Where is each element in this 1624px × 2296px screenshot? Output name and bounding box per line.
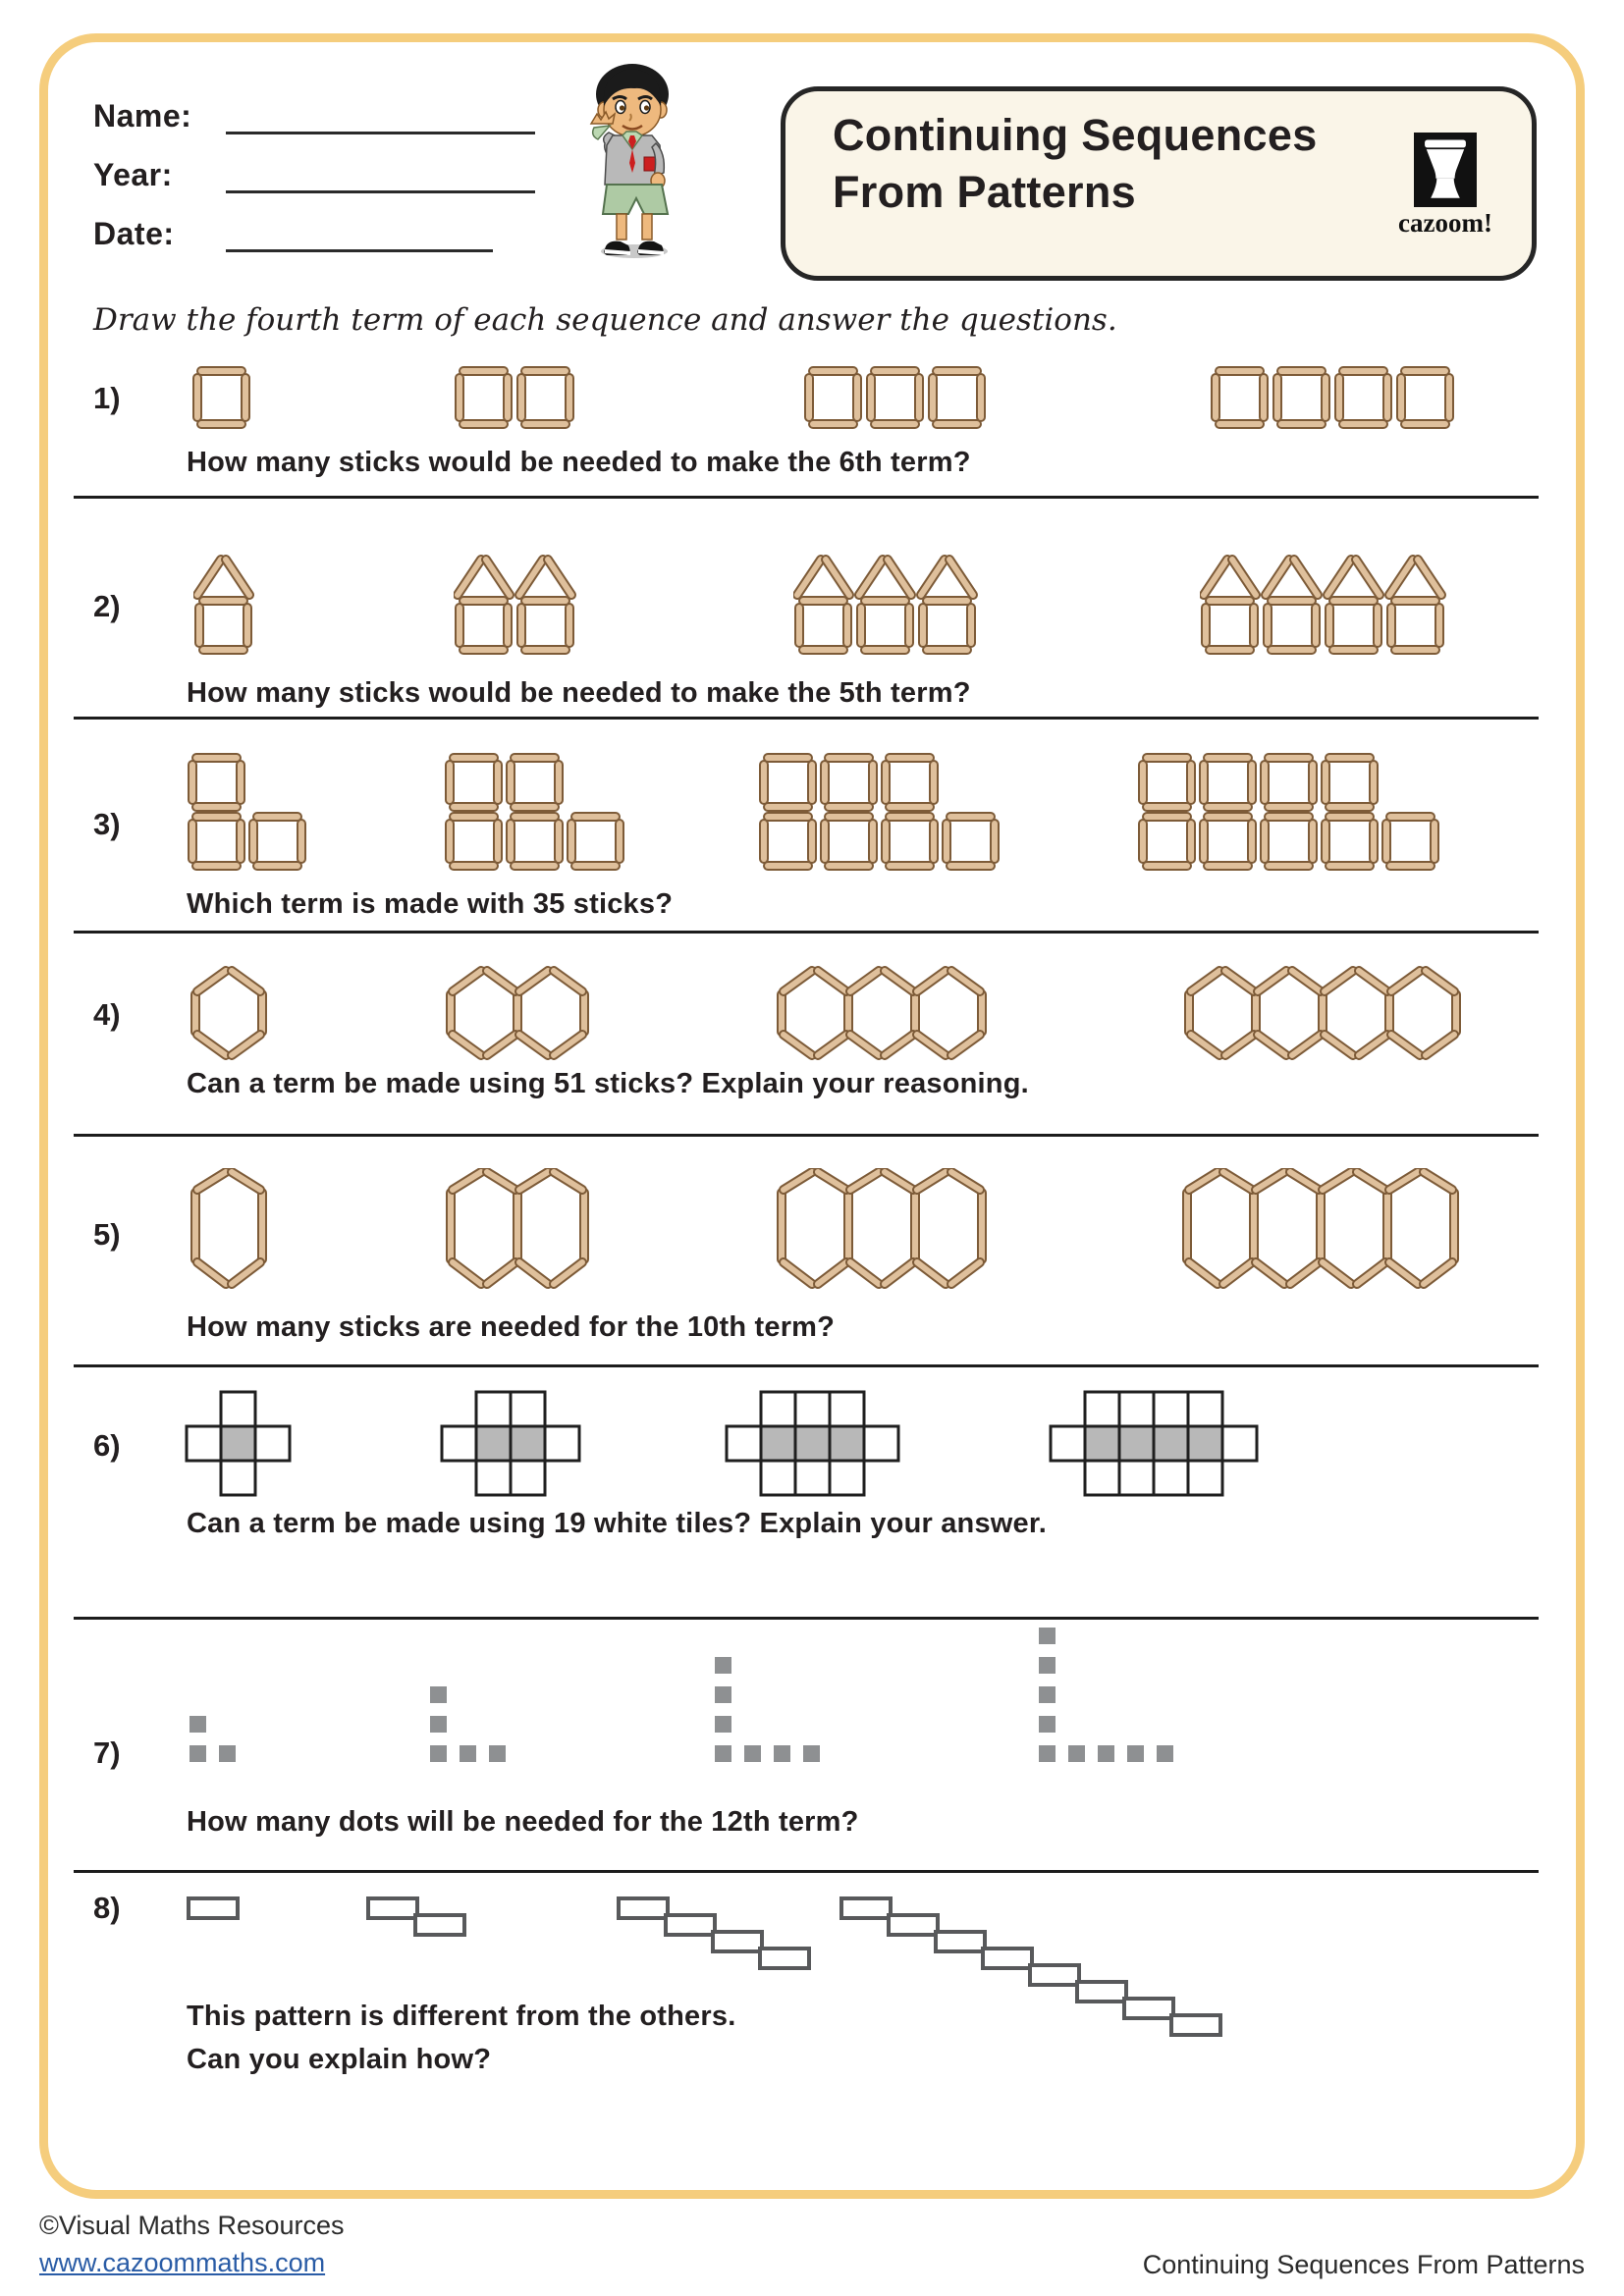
question-number: 1) [93, 381, 121, 415]
title-box [781, 86, 1537, 281]
term-figure [793, 552, 983, 665]
footer-copyright: ©Visual Maths Resources [39, 2211, 345, 2240]
term-figure [191, 365, 257, 437]
question-number: 3) [93, 807, 121, 841]
term-figure [454, 365, 581, 437]
separator-line [74, 931, 1539, 934]
boy-cartoon [562, 55, 699, 271]
page-border [39, 33, 1585, 2199]
year-line [226, 190, 535, 193]
separator-line [74, 496, 1539, 499]
separator-line [74, 717, 1539, 720]
worksheet-title [833, 107, 1318, 220]
footer-website-link[interactable]: www.cazoommaths.com [39, 2248, 326, 2277]
question-number: 2) [93, 589, 121, 623]
question-text-line2: Can you explain how? [187, 2044, 492, 2075]
term-figure [715, 1657, 820, 1767]
term-figure [776, 966, 988, 1065]
footer-doc-title: Continuing Sequences From Patterns [1142, 2250, 1585, 2279]
separator-line [74, 1617, 1539, 1620]
term-figure [454, 552, 581, 665]
title-line2: From Patterns [833, 166, 1136, 217]
question-number: 6) [93, 1428, 121, 1463]
date-line [226, 249, 493, 252]
term-figure [758, 752, 1005, 881]
drum-icon [1414, 133, 1477, 207]
term-figure [1049, 1390, 1259, 1502]
question-text: Can a term be made using 51 sticks? Explain your reasoning. [187, 1068, 1029, 1099]
name-line [226, 132, 535, 134]
question-text: How many sticks are needed for the 10th term? [187, 1311, 836, 1343]
term-figure [1200, 552, 1451, 665]
question-text: Which term is made with 35 sticks? [187, 888, 674, 920]
term-figure [1137, 752, 1445, 881]
question-number: 7) [93, 1735, 121, 1770]
term-figure [430, 1686, 506, 1767]
term-figure [185, 1390, 292, 1502]
term-figure [445, 966, 590, 1065]
term-figure [1183, 966, 1462, 1065]
separator-line [74, 1134, 1539, 1137]
question-number: 5) [93, 1217, 121, 1252]
term-figure [189, 966, 268, 1065]
term-figure [440, 1390, 581, 1502]
term-figure [189, 1168, 268, 1297]
term-figure [445, 1168, 590, 1297]
term-figure [193, 552, 259, 665]
question-number: 4) [93, 997, 121, 1032]
term-figure [444, 752, 630, 881]
name-label: Name: [93, 98, 192, 133]
term-figure [839, 1896, 1223, 2043]
title-line1: Continuing Sequences [833, 110, 1318, 160]
instruction-text: Draw the fourth term of each sequence and answer the questions. [93, 302, 1117, 338]
question-text: This pattern is different from the others. [187, 2001, 736, 2032]
term-figure [189, 1716, 236, 1767]
term-figure [187, 752, 312, 881]
term-figure [1210, 365, 1461, 437]
date-label: Date: [93, 216, 175, 251]
term-figure [187, 1896, 241, 1926]
year-label: Year: [93, 157, 173, 192]
cazoom-logo [1386, 133, 1504, 239]
term-figure [776, 1168, 988, 1297]
term-figure [617, 1896, 812, 1976]
question-text: Can a term be made using 19 white tiles? Explain your answer. [187, 1508, 1048, 1539]
question-text: How many sticks would be needed to make the 5th term? [187, 677, 971, 709]
term-figure [803, 365, 993, 437]
term-figure [725, 1390, 900, 1502]
logo-text: cazoom! [1398, 208, 1492, 238]
question-text: How many sticks would be needed to make the 6th term? [187, 447, 971, 478]
separator-line [74, 1870, 1539, 1873]
term-figure [1181, 1168, 1460, 1297]
question-number: 8) [93, 1891, 121, 1925]
term-figure [366, 1896, 467, 1943]
separator-line [74, 1364, 1539, 1367]
question-text: How many dots will be needed for the 12th term? [187, 1806, 859, 1838]
term-figure [1039, 1628, 1173, 1767]
